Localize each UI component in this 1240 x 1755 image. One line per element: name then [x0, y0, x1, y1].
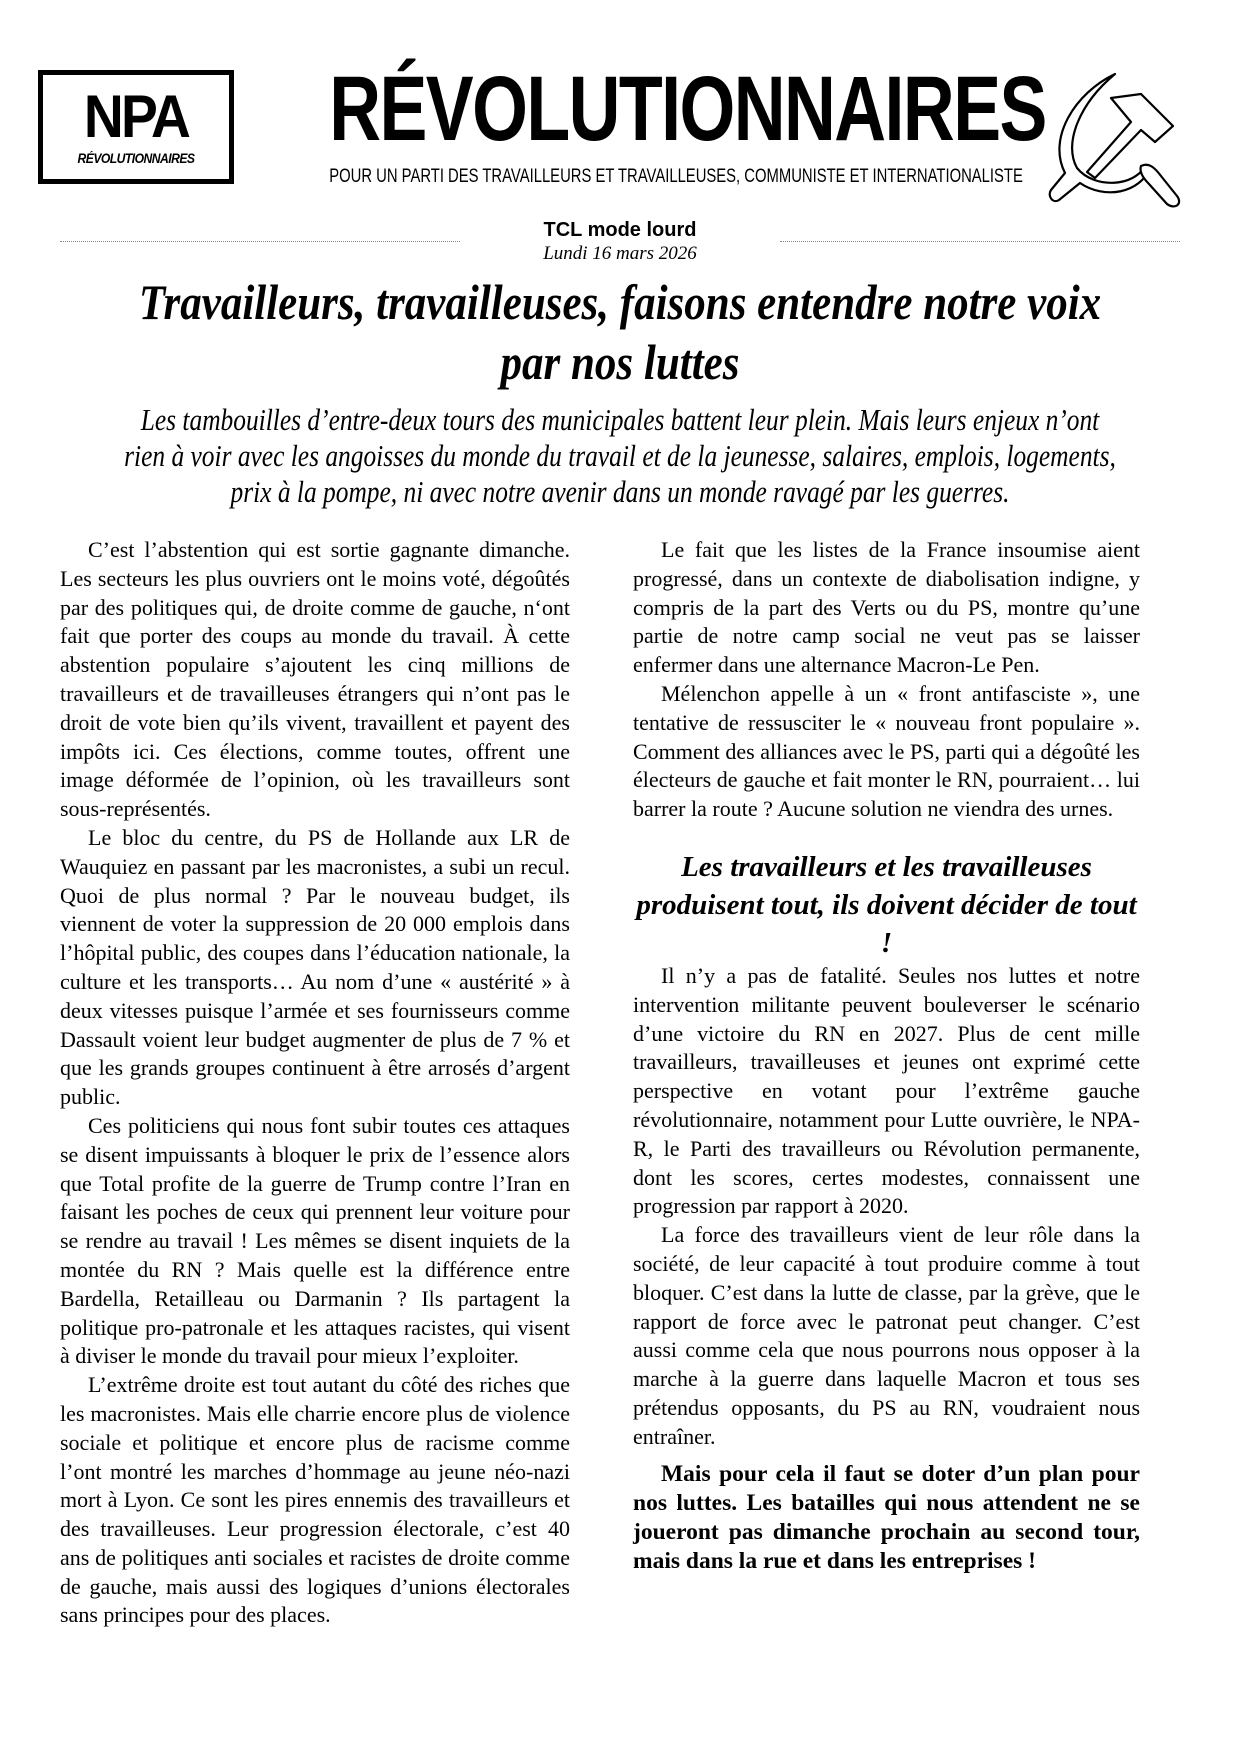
- paragraph: Mélenchon appelle à un « front antifasciste », une tentative de ressusciter le « nouveau front populaire ». Comment des alliances avec le PS, parti qui a dégoûté les électeurs de gauche et fait monter le RN, pourraient… lui barrer la route ? Aucune solution ne viendra des urnes.: [633, 680, 1140, 822]
- issue-date: Lundi 16 mars 2026: [543, 243, 697, 264]
- logo-npa-text: NPA: [83, 83, 189, 150]
- paragraph: La force des travailleurs vient de leur rôle dans la société, de leur capacité à tout produire comme à tout bloquer. C’est dans la lutte de classe, par la grève, que le rapport de force avec le patronat peut changer. C’est aussi comme cela que nous pourrons nous opposer à la marche à la guerre dans laquelle Macron et tous ses prétendus opposants, du PS au RN, voudraient nous entraîner.: [633, 1222, 1140, 1449]
- npa-logo: [38, 70, 234, 184]
- subheading: Les travailleurs et les travailleuses produisent tout, ils doivent décider de tout !: [636, 850, 1137, 959]
- paragraph: L’extrême droite est tout autant du côté des riches que les macronistes. Mais elle charrie encore plus de violence sociale et politique et encore plus de racisme comme l’ont montré les marches d’hommage au jeune néo-nazi mort à Lyon. Ce sont les pires ennemis des travailleurs et des travailleuses. Leur progression électorale, c’est 40 ans de politiques anti sociales et racistes de droite comme de gauche, mais aussi des logiques d’unions électorales sans principes pour des places.: [60, 1372, 570, 1628]
- hammer-and-sickle-icon: [1045, 68, 1195, 208]
- masthead-tagline: POUR UN PARTI DES TRAVAILLEURS ET TRAVAILLEUSES, COMMUNISTE ET INTERNATIONALISTE: [329, 166, 1023, 187]
- masthead: [250, 54, 1046, 188]
- logo-subtitle: RÉVOLUTIONNAIRES: [77, 151, 195, 166]
- left-column: [60, 536, 570, 1630]
- masthead-title: RÉVOLUTIONNAIRES: [329, 58, 1046, 160]
- paragraph: Le fait que les listes de la France insoumise aient progressé, dans un contexte de diabolisation indigne, y compris de la part des Verts ou du PS, montre qu’une partie de notre camp social ne veut pas se laisser enfermer dans une alternance Macron-Le Pen.: [633, 537, 1140, 678]
- issue-topic: TCL mode lourd: [543, 219, 697, 241]
- paragraph: Il n’y a pas de fatalité. Seules nos luttes et notre intervention militante peuvent bouleverser le scénario d’une victoire du RN en 2027. Plus de cent mille travailleurs, travailleuses et jeunes ont exprimé cette perspective en votant pour l’extrême gauche révolutionnaire, notamment pour Lutte ouvrière, le NPA-R, le Parti des travailleurs ou Révolution permanente, dont les scores, certes modestes, connaissent une progression par rapport à 2020.: [633, 962, 1140, 1219]
- paragraph: C’est l’abstention qui est sortie gagnante dimanche. Les secteurs les plus ouvriers ont le moins voté, dégoûtés par des politiques qui, de droite comme de gauche, n‘ont fait que porter des coups au monde du travail. À cette abstention populaire s’ajoutent les cinq millions de travailleurs et de travailleuses étrangers qui n’ont pas le droit de vote bien qu’ils vivent, travaillent et payent des impôts ici. Ces élections, comme toutes, offrent une image déformée de l’opinion, où les travailleurs sont sous-représentés.: [60, 537, 570, 822]
- headline: Travailleurs, travailleuses, faisons entendre notre voix par nos luttes: [138, 274, 1102, 390]
- conclusion: Mais pour cela il faut se doter d’un plan pour nos luttes. Les batailles qui nous attendent ne se joueront pas dimanche prochain au second tour, mais dans la rue et dans les entreprises !: [633, 1460, 1140, 1574]
- paragraph: Le bloc du centre, du PS de Hollande aux LR de Wauquiez en passant par les macronistes, a subi un recul. Quoi de plus normal ? Par le nouveau budget, ils viennent de voter la suppression de 20 000 emplois dans l’hôpital public, des coupes dans l’éducation nationale, la culture et les transports… Au nom d’une « austérité » à deux vitesses puisque l’armée et ses fournisseurs comme Dassault voient leur budget augmenter de plus de 7 % et que les grands groupes continuent à être arrosés d’argent public.: [60, 824, 570, 1110]
- paragraph: Ces politiciens qui nous font subir toutes ces attaques se disent impuissants à bloquer le prix de l’essence alors que Total profite de la guerre de Trump contre l’Iran en faisant les poches de ceux qui prennent leur voiture pour se rendre au travail ! Les mêmes se disent inquiets de la montée du RN ? Mais quelle est la différence entre Bardella, Retailleau ou Darmanin ? Ils partagent la politique pro-patronale et les attaques racistes, qui visent à diviser le monde du travail pour mieux l’exploiter.: [60, 1112, 570, 1369]
- right-column: [633, 536, 1140, 1576]
- lead-paragraph: Les tambouilles d’entre-deux tours des municipales battent leur plein. Mais leurs enjeux n’ont rien à voir avec les angoisses du monde du travail et de la jeunesse, salaires, emplois, logements, prix à la pompe, ni avec notre avenir dans un monde ravagé par les guerres.: [124, 402, 1116, 509]
